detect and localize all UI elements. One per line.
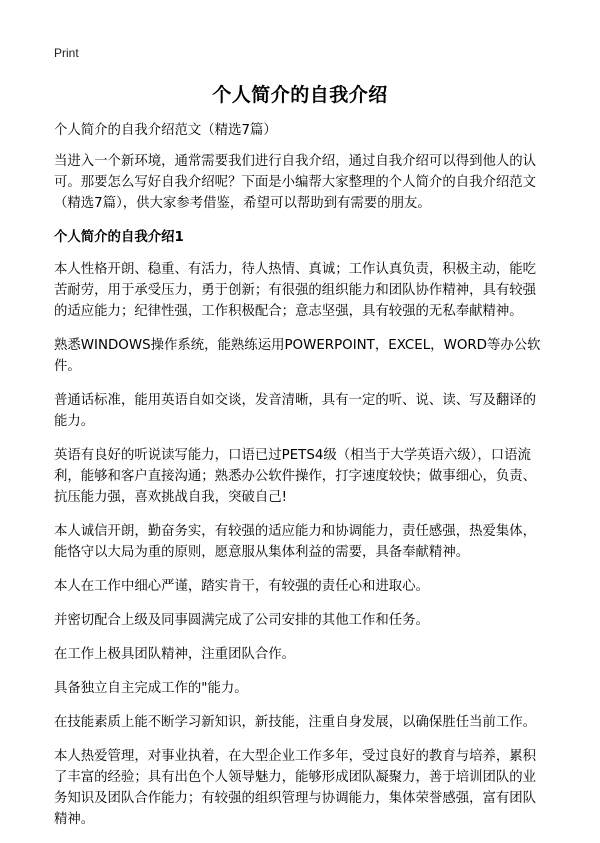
document-title: 个人简介的自我介绍 xyxy=(212,84,388,106)
body-paragraph: 本人在工作中细心严谨，踏实肯干，有较强的责任心和进取心。 xyxy=(54,579,429,594)
body-paragraph: 并密切配合上级及同事圆满完成了公司安排的其他工作和任务。 xyxy=(54,613,429,628)
body-paragraph: 熟悉WINDOWS操作系统，能熟练运用POWERPOINT，EXCEL，WORD等办公软件。 xyxy=(54,338,541,374)
print-link[interactable]: Print xyxy=(54,46,79,60)
body-paragraph: 英语有良好的听说读写能力，口语已过PETS4级（相当于大学英语六级），口语流利，能够和客户直接沟通；熟悉办公软件操作，打字速度较快；做事细心，负责、抗压能力强，喜欢挑战自我，突破自己! xyxy=(54,448,537,505)
intro-paragraph: 当进入一个新环境，通常需要我们进行自我介绍，通过自我介绍可以得到他人的认可。那要怎么写好自我介绍呢？下面是小编帮大家整理的个人简介的自我介绍范文（精选7篇），供大家参考借鉴，希望可以帮助到有需要的朋友。 xyxy=(54,154,537,211)
body-paragraph: 普通话标准，能用英语自如交谈，发音清晰，具有一定的听、说、读、写及翻译的能力。 xyxy=(54,393,537,429)
body-paragraph: 本人性格开朗、稳重、有活力，待人热情、真诚；工作认真负责，积极主动，能吃苦耐劳，用于承受压力，勇于创新；有很强的组织能力和团队协作精神，具有较强的适应能力；纪律性强，工作积极配合；意志坚强，具有较强的无私奉献精神。 xyxy=(54,262,537,319)
document-body xyxy=(54,120,549,843)
body-paragraph: 在工作上极具团队精神，注重团队合作。 xyxy=(54,647,296,662)
section-heading-1: 个人简介的自我介绍1 xyxy=(54,230,184,245)
body-paragraph: 本人热爱管理，对事业执着，在大型企业工作多年，受过良好的教育与培养，累积了丰富的经验；具有出色个人领导魅力，能够形成团队凝聚力，善于培训团队的业务知识及团队合作能力；有较强的组织管理与协调能力，集体荣誉感强，富有团队精神。 xyxy=(54,749,537,827)
body-paragraph: 本人诚信开朗，勤奋务实，有较强的适应能力和协调能力，责任感强，热爱集体，能恪守以大局为重的原则，愿意服从集体利益的需要，具备奉献精神。 xyxy=(54,524,537,560)
document-subtitle: 个人简介的自我介绍范文（精选7篇） xyxy=(54,123,277,138)
body-paragraph: 具备独立自主完成工作的"能力。 xyxy=(54,681,248,696)
body-paragraph: 在技能素质上能不断学习新知识，新技能，注重自身发展，以确保胜任当前工作。 xyxy=(54,715,537,730)
